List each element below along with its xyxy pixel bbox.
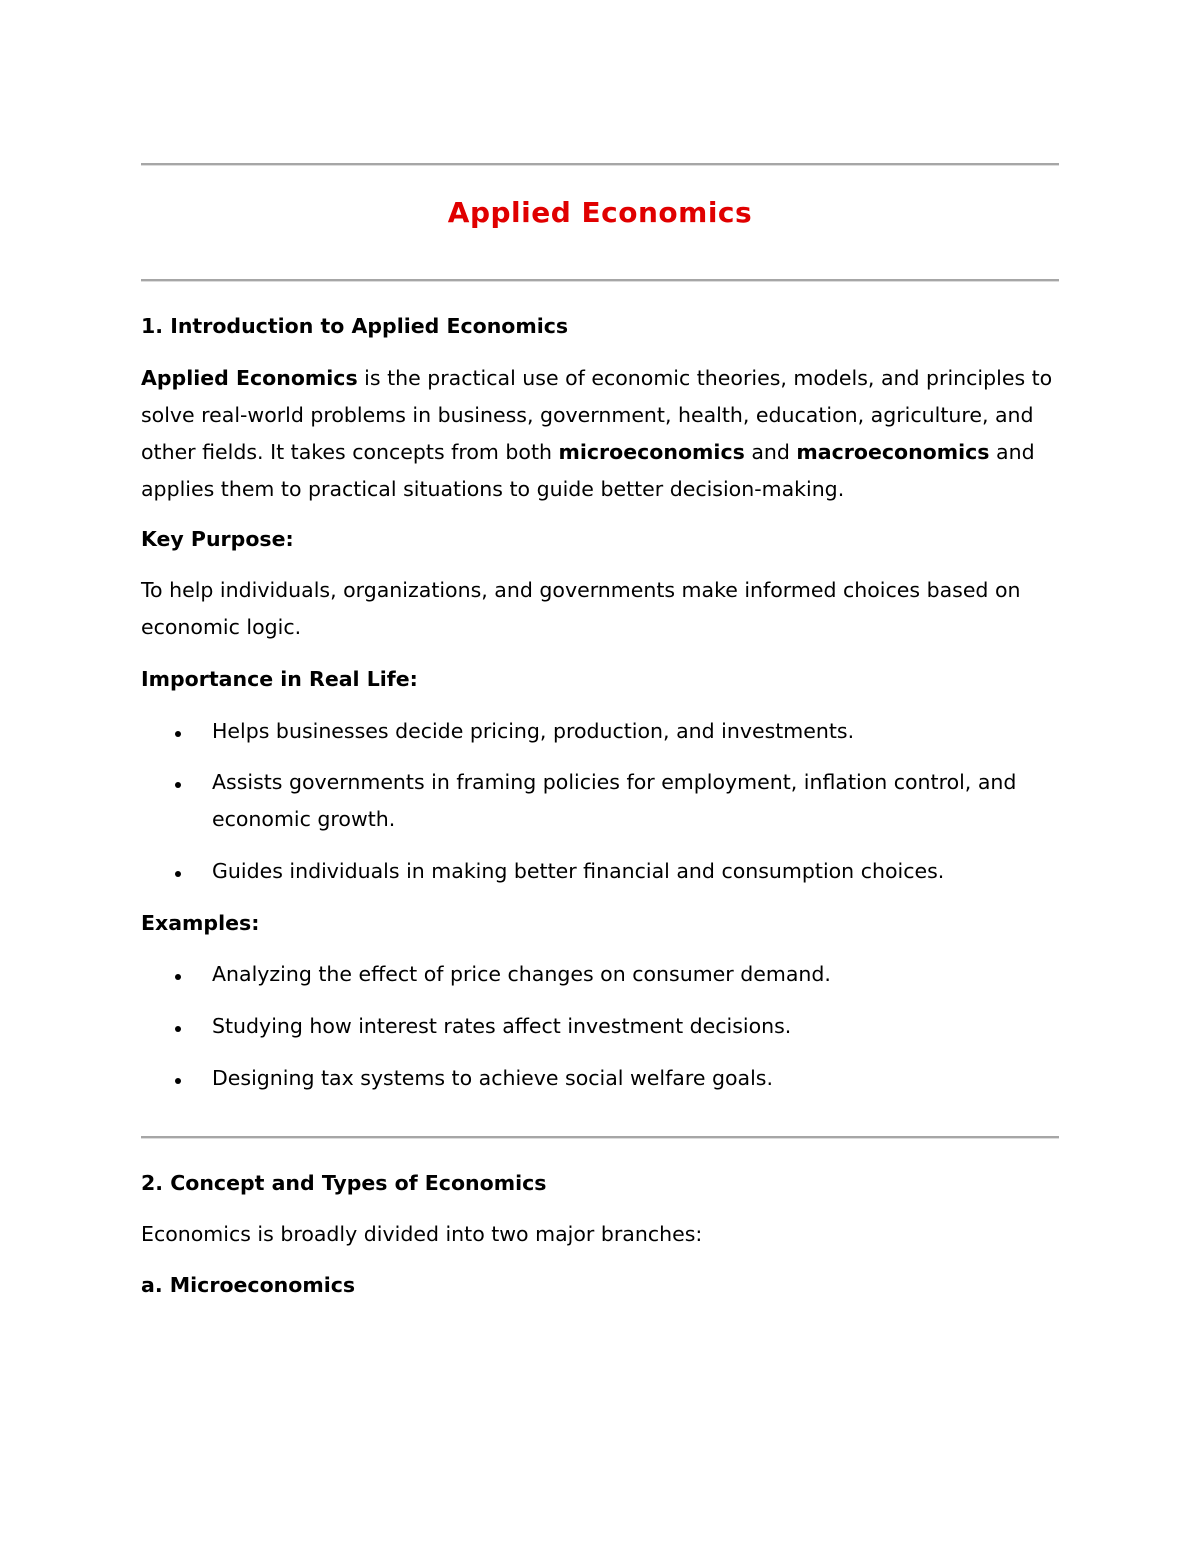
intro-text: is the practical use of economic theories, models, and principles to solve real-world problems in business, government, health, education, agriculture, and other fields. It takes concepts from both — [141, 366, 1053, 464]
horizontal-rule — [141, 279, 1059, 282]
importance-heading: Importance in Real Life: — [141, 667, 418, 691]
horizontal-rule — [141, 1136, 1059, 1139]
intro-text-end: and applies them to practical situations to guide better decision-making. — [141, 440, 1035, 501]
bullet-icon — [175, 731, 181, 737]
examples-heading: Examples: — [141, 911, 260, 935]
bullet-icon — [175, 974, 181, 980]
horizontal-rule — [141, 163, 1059, 166]
list-item: Helps businesses decide pricing, production, and investments. — [212, 719, 855, 743]
bullet-icon — [175, 782, 181, 788]
key-purpose-heading: Key Purpose: — [141, 527, 294, 551]
section-heading: 2. Concept and Types of Economics — [141, 1171, 547, 1195]
bullet-icon — [175, 1078, 181, 1084]
section-text: Economics is broadly divided into two major branches: — [141, 1222, 703, 1246]
section-heading: 1. Introduction to Applied Economics — [141, 314, 569, 338]
bullet-icon — [175, 1026, 181, 1032]
bullet-icon — [175, 871, 181, 877]
list-item: Assists governments in framing policies for employment, inflation control, and economic growth. — [212, 770, 1017, 831]
document-title: Applied Economics — [447, 196, 753, 229]
intro-term: Applied Economics — [141, 366, 358, 390]
intro-paragraph — [141, 360, 1059, 508]
sub-heading: a. Microeconomics — [141, 1273, 356, 1297]
intro-and: and — [744, 440, 797, 464]
intro-macro: macroeconomics — [796, 440, 990, 464]
intro-micro: microeconomics — [558, 440, 745, 464]
list-item: Analyzing the effect of price changes on consumer demand. — [212, 962, 831, 986]
list-item: Studying how interest rates affect investment decisions. — [212, 1014, 792, 1038]
key-purpose-text: To help individuals, organizations, and governments make informed choices based on economic logic. — [141, 578, 1021, 639]
list-item: Designing tax systems to achieve social welfare goals. — [212, 1066, 773, 1090]
list-item: Guides individuals in making better financial and consumption choices. — [212, 859, 945, 883]
